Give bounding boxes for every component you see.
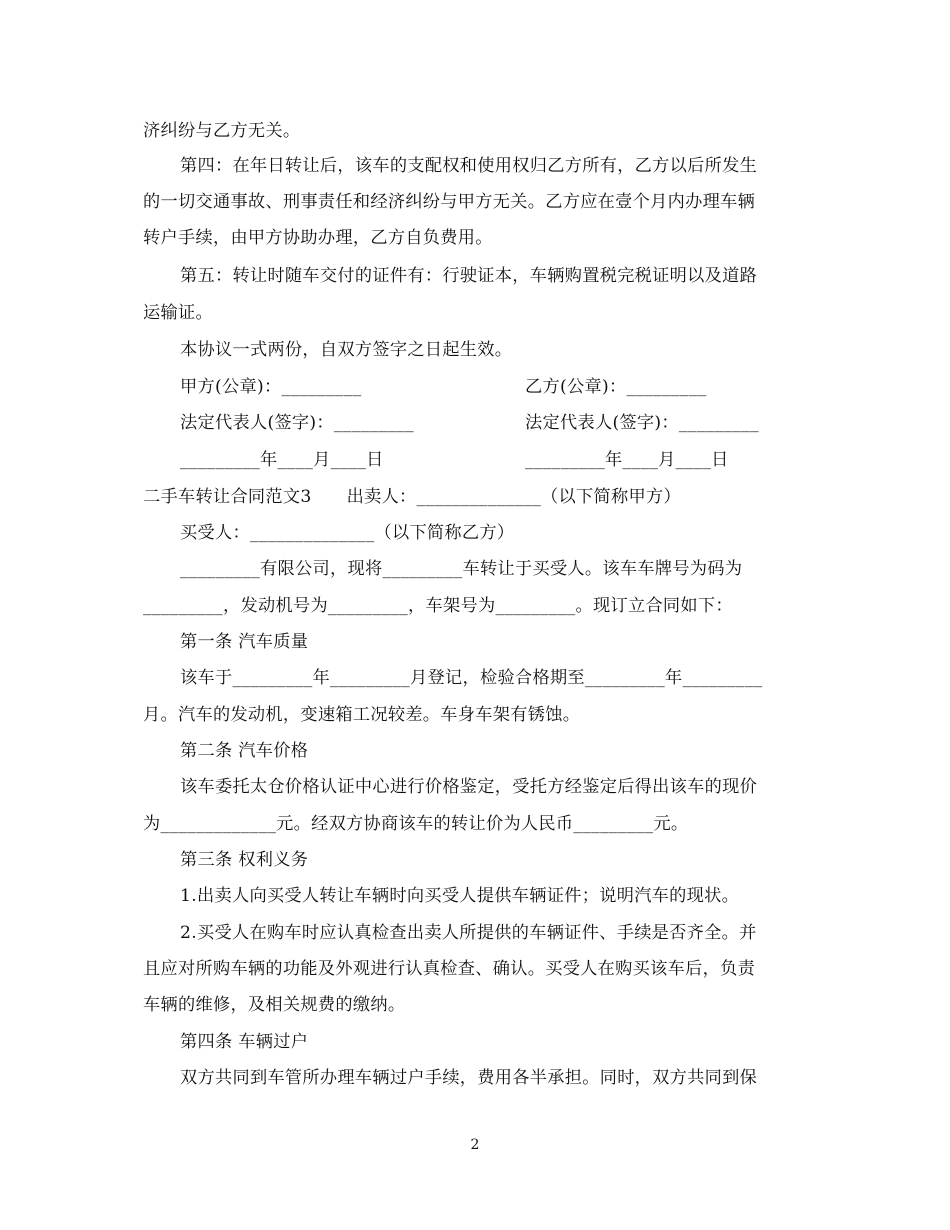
paragraph-line: 为_____________元。经双方协商该车的转让价为人民币_________元。 bbox=[143, 814, 689, 834]
paragraph-line: 第五：转让时随车交付的证件有：行驶证本，车辆购置税完税证明以及道路 bbox=[180, 266, 758, 286]
section-heading: 第二条 汽车价格 bbox=[180, 741, 309, 761]
section-heading: 第四条 车辆过户 bbox=[180, 1032, 309, 1052]
paragraph-line: 运输证。 bbox=[143, 303, 213, 323]
signature-row-date bbox=[180, 449, 800, 471]
party-a-date: _________年____月____日 bbox=[180, 450, 384, 470]
party-b-seal-label: 乙方(公章)：_________ bbox=[525, 377, 707, 397]
party-a-seal-label: 甲方(公章)：_________ bbox=[180, 377, 362, 397]
paragraph-line: 买受人：______________（以下简称乙方） bbox=[180, 523, 515, 543]
paragraph-line: 本协议一式两份，自双方签字之日起生效。 bbox=[180, 340, 513, 360]
paragraph-line: 济纠纷与乙方无关。 bbox=[143, 121, 301, 141]
section-heading: 第一条 汽车质量 bbox=[180, 632, 309, 652]
paragraph-line: _________，发动机号为_________，车架号为_________。现订立合同如下： bbox=[143, 596, 733, 616]
paragraph-line: 二手车转让合同范文3 出卖人：______________（以下简称甲方） bbox=[143, 487, 681, 507]
paragraph-line: 且应对所购车辆的功能及外观进行认真检查、确认。买受人在购买该车后，负责 bbox=[143, 959, 756, 979]
page-number: 2 bbox=[470, 1137, 480, 1153]
paragraph-line: 双方共同到车管所办理车辆过户手续，费用各半承担。同时，双方共同到保 bbox=[180, 1068, 758, 1088]
paragraph-line: 第四：在年日转让后，该车的支配权和使用权归乙方所有，乙方以后所发生 bbox=[180, 156, 758, 176]
signature-row-seal bbox=[180, 376, 800, 398]
paragraph-line: 1.出卖人向买受人转让车辆时向买受人提供车辆证件；说明汽车的现状。 bbox=[180, 886, 740, 906]
party-b-date: _________年____月____日 bbox=[525, 450, 729, 470]
paragraph-line: 车辆的维修，及相关规费的缴纳。 bbox=[143, 995, 406, 1015]
signature-row-representative bbox=[180, 412, 800, 434]
paragraph-line: _________有限公司，现将_________车转让于买受人。该车车牌号为码为 bbox=[180, 559, 743, 579]
paragraph-line: 转户手续，由甲方协助办理，乙方自负费用。 bbox=[143, 228, 493, 248]
party-b-rep-label: 法定代表人(签字)：_________ bbox=[525, 413, 759, 433]
paragraph-line: 月。汽车的发动机，变速箱工况较差。车身车架有锈蚀。 bbox=[143, 705, 581, 725]
party-a-rep-label: 法定代表人(签字)：_________ bbox=[180, 413, 414, 433]
paragraph-line: 2.买受人在购车时应认真检查出卖人所提供的车辆证件、手续是否齐全。并 bbox=[180, 923, 757, 943]
paragraph-line: 该车于_________年_________月登记，检验合格期至_________年_________ bbox=[180, 668, 763, 688]
section-heading: 第三条 权利义务 bbox=[180, 850, 309, 870]
paragraph-line: 的一切交通事故、刑事责任和经济纠纷与甲方无关。乙方应在壹个月内办理车辆 bbox=[143, 192, 756, 212]
paragraph-line: 该车委托太仓价格认证中心进行价格鉴定，受托方经鉴定后得出该车的现价 bbox=[180, 777, 758, 797]
